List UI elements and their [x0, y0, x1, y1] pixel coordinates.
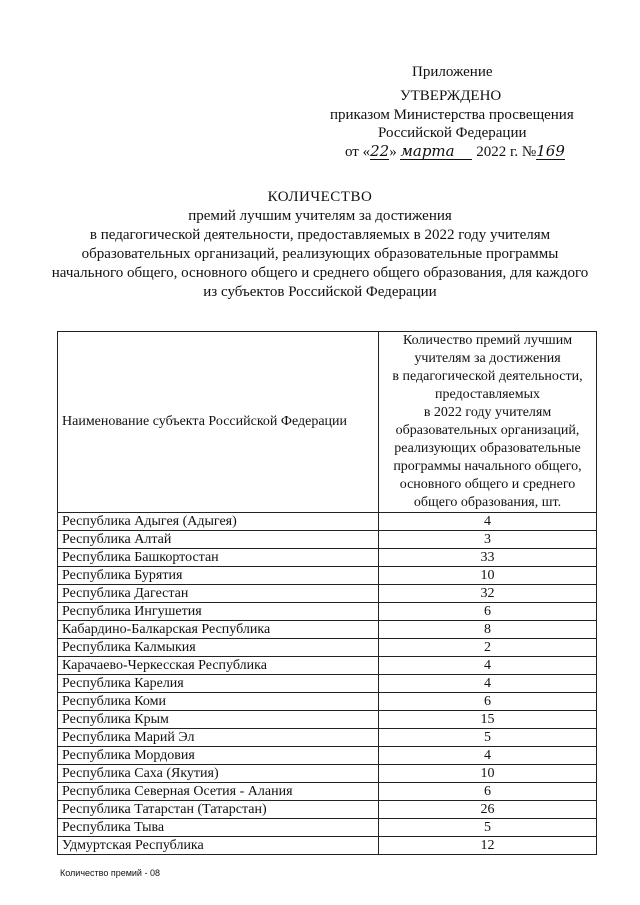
table-row [58, 711, 597, 729]
header-line: общего образования, шт. [413, 495, 562, 510]
subject-name: Республика Татарстан (Татарстан) [58, 801, 379, 819]
awards-table [57, 331, 597, 855]
order-line-2: Российской Федерации [378, 125, 527, 141]
award-count: 33 [379, 549, 597, 567]
subject-name: Республика Тыва [58, 819, 379, 837]
award-count: 10 [379, 567, 597, 585]
subject-name: Республика Ингушетия [58, 603, 379, 621]
table-header-row [58, 332, 597, 513]
header-line: реализующих образовательные [394, 441, 581, 456]
table-row [58, 603, 597, 621]
subject-name: Республика Дагестан [58, 585, 379, 603]
award-count: 12 [379, 837, 597, 855]
subject-name: Республика Карелия [58, 675, 379, 693]
award-count: 5 [379, 819, 597, 837]
order-number: 169 [536, 142, 565, 160]
subject-name: Республика Саха (Якутия) [58, 765, 379, 783]
header-award-count [379, 332, 597, 513]
table-row [58, 549, 597, 567]
table-row [58, 567, 597, 585]
table-row [58, 693, 597, 711]
award-count: 4 [379, 675, 597, 693]
award-count: 32 [379, 585, 597, 603]
award-count: 4 [379, 657, 597, 675]
award-count: 4 [379, 747, 597, 765]
table-row [58, 513, 597, 531]
table-row [58, 531, 597, 549]
subject-name: Карачаево-Черкесская Республика [58, 657, 379, 675]
table-row [58, 801, 597, 819]
title-line-6: из субъектов Российской Федерации [203, 284, 437, 300]
award-count: 8 [379, 621, 597, 639]
subject-name: Республика Алтай [58, 531, 379, 549]
appendix-label: Приложение [412, 64, 493, 80]
header-line: основного общего и среднего [399, 477, 576, 492]
order-line-1: приказом Министерства просвещения [330, 107, 574, 123]
header-line: Количество премий лучшим [402, 333, 573, 348]
header-line: учителям за достижения [414, 351, 561, 366]
subject-name: Республика Адыгея (Адыгея) [58, 513, 379, 531]
table-row [58, 783, 597, 801]
date-month: марта [400, 143, 472, 160]
table-row [58, 765, 597, 783]
document-title [40, 188, 600, 302]
table-row [58, 819, 597, 837]
award-count: 26 [379, 801, 597, 819]
award-count: 15 [379, 711, 597, 729]
award-count: 10 [379, 765, 597, 783]
title-line-2: премий лучшим учителям за достижения [188, 208, 452, 224]
title-line-1: КОЛИЧЕСТВО [267, 189, 373, 205]
header-subject-name: Наименование субъекта Российской Федерации [58, 332, 379, 513]
approved-label: УТВЕРЖДЕНО [400, 88, 502, 104]
subject-name: Удмуртская Республика [58, 837, 379, 855]
title-line-4: образовательных организаций, реализующих образовательные программы [81, 246, 559, 262]
header-line: в педагогической деятельности, [392, 369, 583, 384]
table-row [58, 639, 597, 657]
date-prefix: от « [345, 144, 371, 160]
subject-name: Республика Северная Осетия - Алания [58, 783, 379, 801]
footer-caption: Количество премий - 08 [60, 868, 160, 878]
award-count: 2 [379, 639, 597, 657]
order-date-line [345, 143, 565, 162]
subject-name: Республика Коми [58, 693, 379, 711]
date-mid: » [389, 144, 397, 160]
subject-name: Республика Мордовия [58, 747, 379, 765]
subject-name: Республика Калмыкия [58, 639, 379, 657]
award-count: 6 [379, 693, 597, 711]
award-count: 6 [379, 783, 597, 801]
table-row [58, 747, 597, 765]
title-line-5: начального общего, основного общего и среднего общего образования, для каждого [51, 265, 589, 281]
date-day: 22 [370, 142, 390, 160]
subject-name: Республика Бурятия [58, 567, 379, 585]
table-row [58, 585, 597, 603]
subject-name: Республика Башкортостан [58, 549, 379, 567]
table-row [58, 675, 597, 693]
subject-name: Кабардино-Балкарская Республика [58, 621, 379, 639]
header-line: образовательных организаций, [395, 423, 580, 438]
table-row [58, 657, 597, 675]
header-line: предоставляемых [434, 387, 541, 402]
header-line: программы начального общего, [393, 459, 582, 474]
award-count: 3 [379, 531, 597, 549]
table-row [58, 729, 597, 747]
header-line: в 2022 году учителям [423, 405, 552, 420]
title-line-3: в педагогической деятельности, предоставляемых в 2022 году учителям [89, 227, 551, 243]
subject-name: Республика Марий Эл [58, 729, 379, 747]
date-year: 2022 г. № [476, 144, 537, 160]
subject-name: Республика Крым [58, 711, 379, 729]
table-row [58, 837, 597, 855]
table-row [58, 621, 597, 639]
award-count: 4 [379, 513, 597, 531]
award-count: 6 [379, 603, 597, 621]
award-count: 5 [379, 729, 597, 747]
